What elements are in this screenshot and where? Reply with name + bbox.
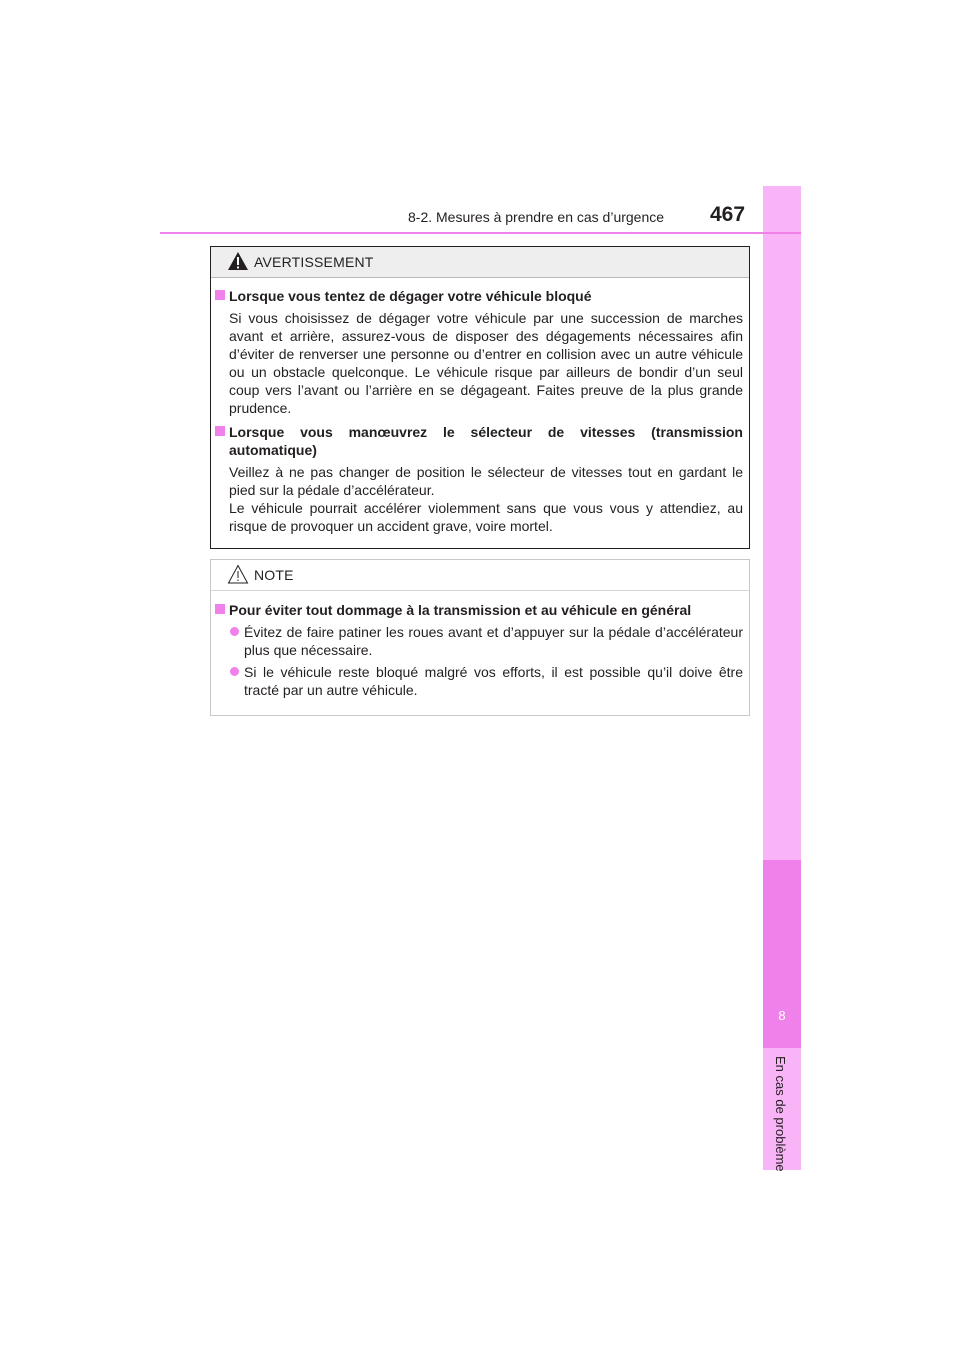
note-section: [211, 601, 749, 699]
note-label: NOTE: [254, 567, 294, 583]
round-bullet-icon: [230, 667, 239, 676]
list-item: [229, 663, 743, 699]
warning-section-title: Lorsque vous tentez de dégager votre véhicule bloqué: [229, 288, 592, 304]
list-item: [229, 623, 743, 659]
warning-label: AVERTISSEMENT: [254, 254, 374, 270]
note-section-title: Pour éviter tout dommage à la transmission et au véhicule en général: [229, 602, 692, 618]
square-bullet-icon: [215, 290, 225, 300]
warning-section-text: Le véhicule pourrait accélérer violemment sans que vous vous y attendiez, au risque de provoquer un accident grave, voire mortel.: [229, 500, 743, 534]
warning-triangle-icon: [227, 251, 249, 271]
square-bullet-icon: [215, 604, 225, 614]
warning-section-text: Si vous choisissez de dégager votre véhicule par une succession de marches avant et arrière, assurez-vous de disposer des dégagements nécessaires afin d’éviter de renverser une personne ou d’entrer en collision avec un autre véhicule ou un obstacle quelconque. Le véhicule risque par ailleurs de bondir d’un seul coup vers l’avant ou l’arrière en se dégageant. Faites preuve de la plus grande prudence.: [229, 310, 743, 416]
header-rule: [160, 232, 801, 234]
note-bullet-text: Si le véhicule reste bloqué malgré vos efforts, il est possible qu’il doive être tracté par un autre véhicule.: [244, 664, 743, 698]
caution-triangle-outline-icon: [227, 564, 249, 584]
chapter-side-tab: [763, 186, 801, 1170]
note-header: [211, 560, 749, 591]
warning-section: [211, 423, 749, 535]
round-bullet-icon: [230, 627, 239, 636]
warning-section-text: Veillez à ne pas changer de position le sélecteur de vitesses tout en gardant le pied sur la pédale d’accélérateur.: [229, 464, 743, 498]
warning-section-title: Lorsque vous manœuvrez le sélecteur de vitesses (transmission automatique): [229, 424, 743, 458]
warning-body: [211, 287, 749, 541]
square-bullet-icon: [215, 426, 225, 436]
note-box: [210, 559, 750, 716]
page-number: 467: [710, 203, 746, 226]
note-bullet-text: Évitez de faire patiner les roues avant et d’appuyer sur la pédale d’accélérateur plus que nécessaire.: [244, 624, 743, 658]
section-heading: 8-2. Mesures à prendre en cas d’urgence: [408, 209, 665, 225]
chapter-number: 8: [778, 1008, 786, 1023]
warning-section: [211, 287, 749, 417]
note-body: [211, 601, 749, 705]
chapter-title: En cas de problème: [773, 1056, 788, 1172]
warning-header: [211, 247, 749, 278]
warning-box: [210, 246, 750, 549]
